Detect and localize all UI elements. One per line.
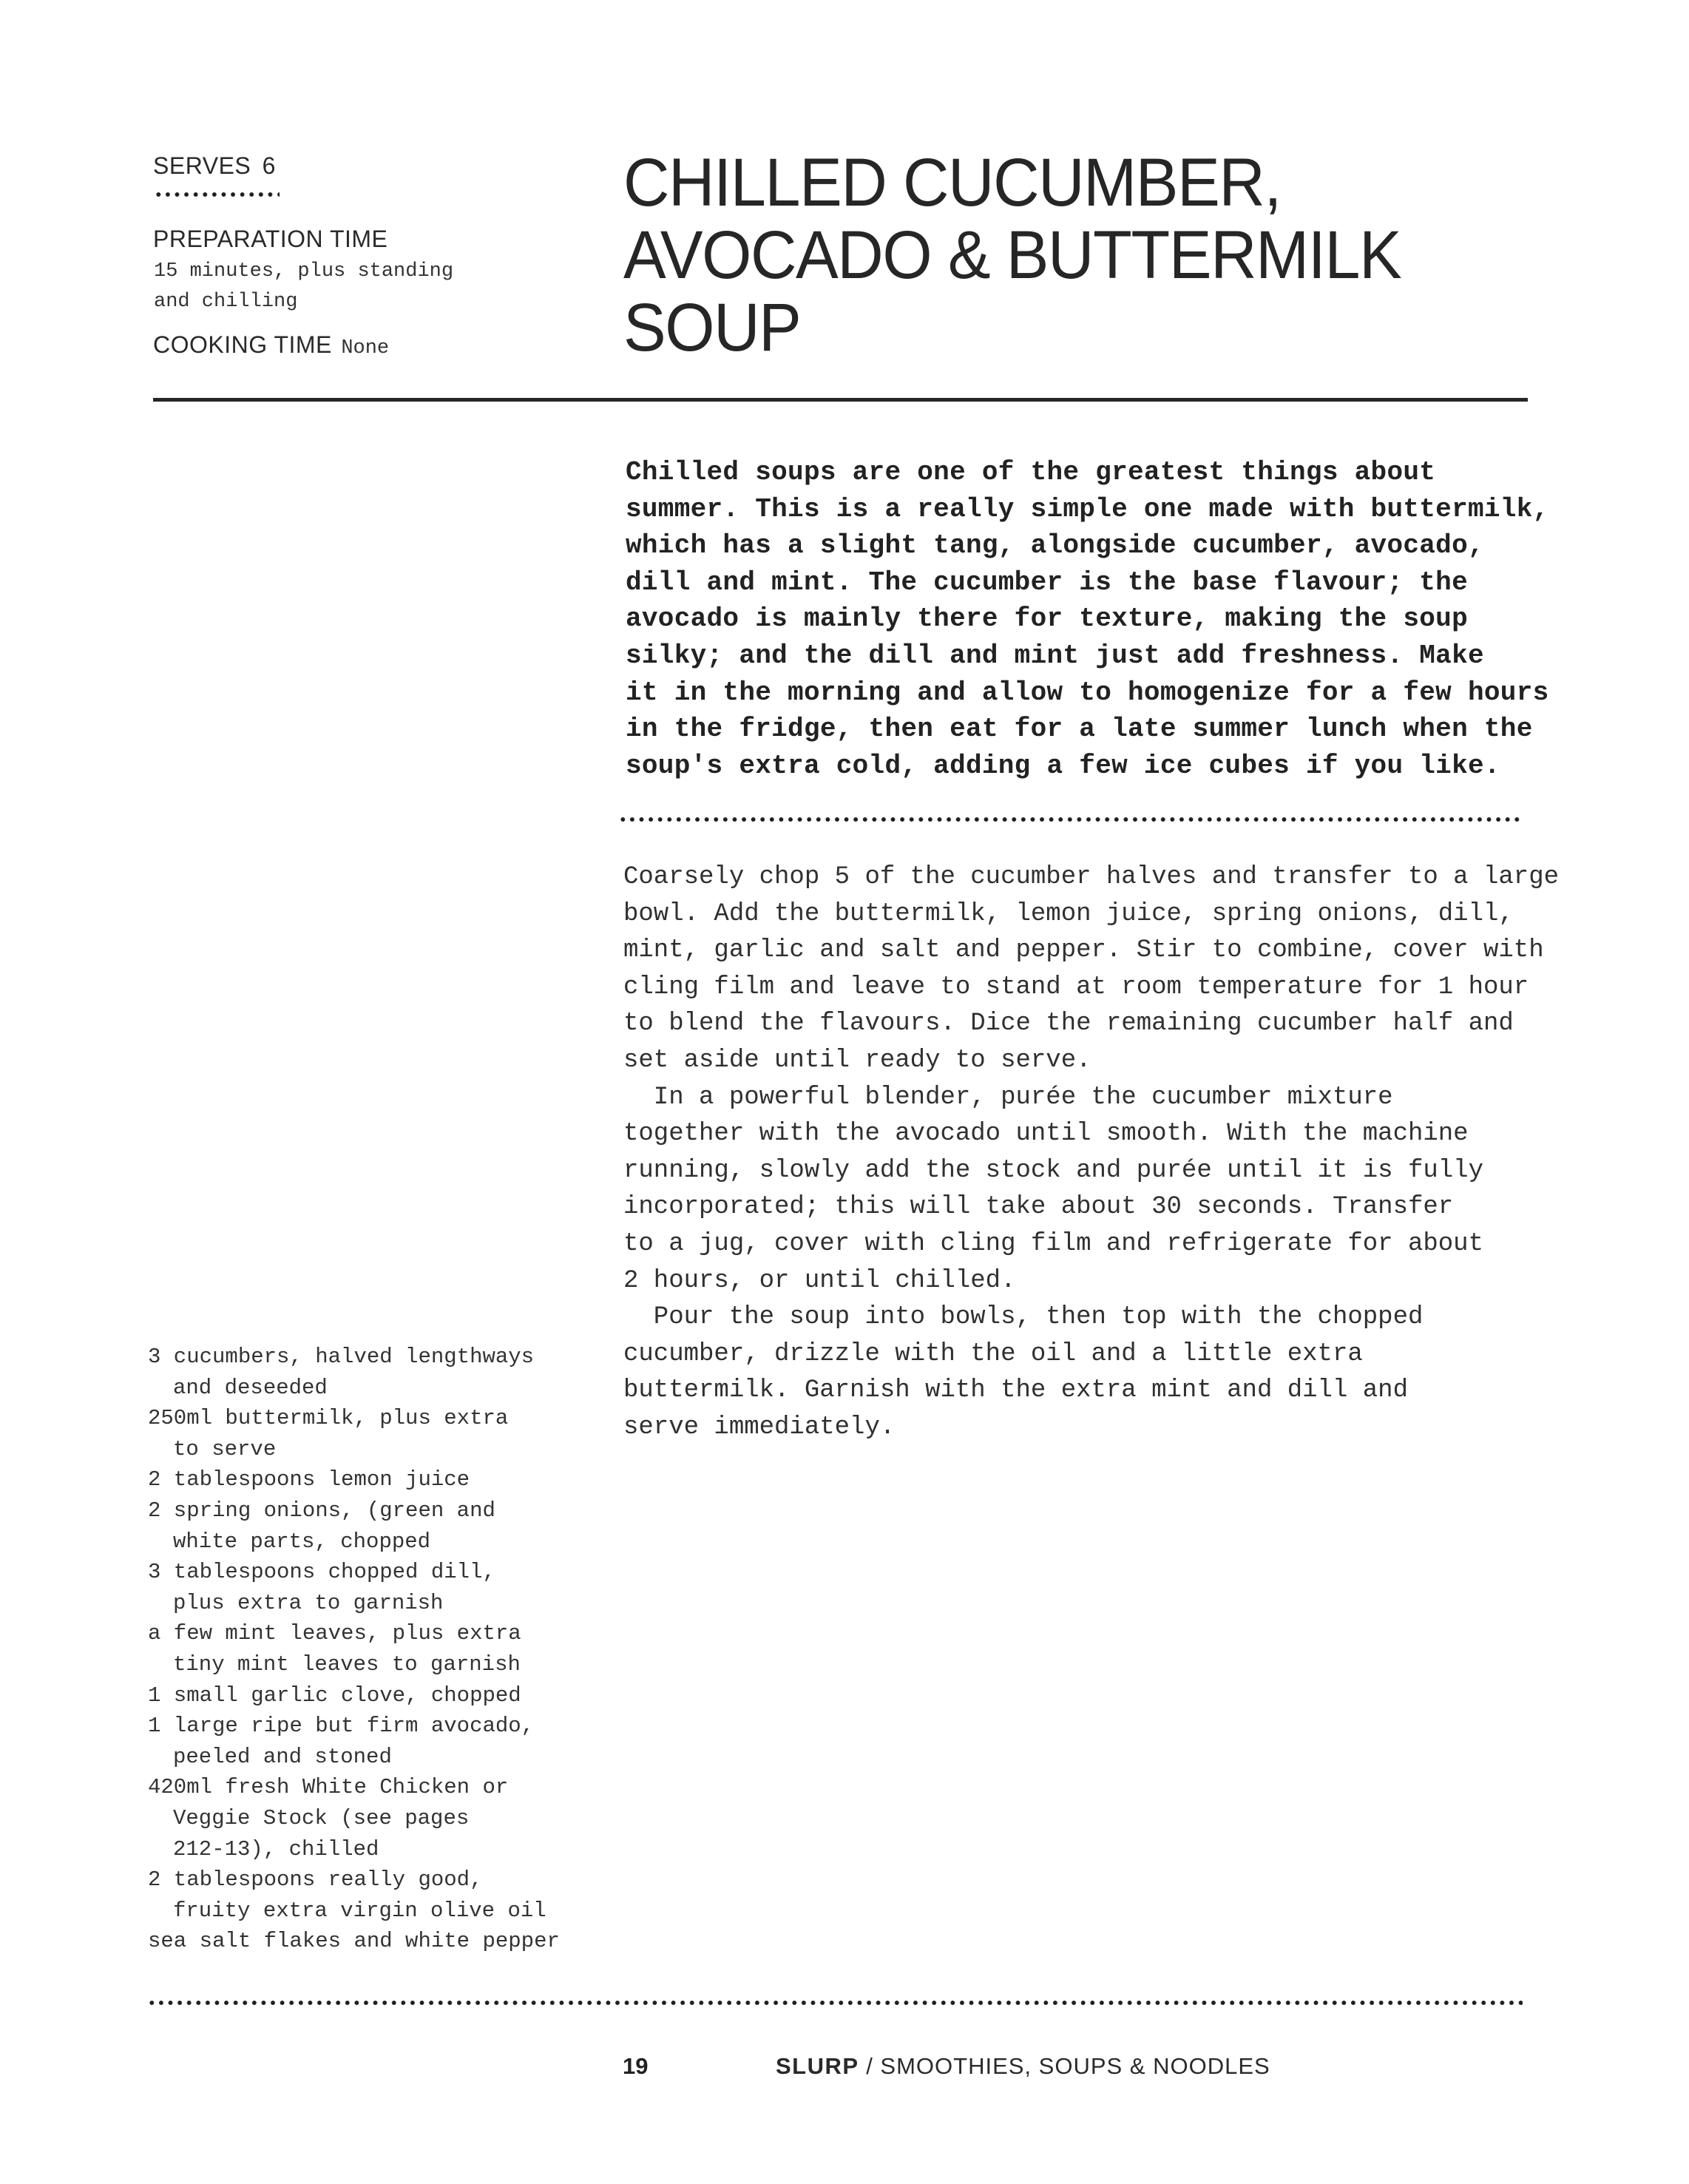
title-line: AVOCADO & BUTTERMILK	[623, 217, 1401, 293]
ingredient-line: 3 tablespoons chopped dill,	[148, 1560, 495, 1585]
cooking-time-value: None	[341, 337, 390, 359]
page-number: 19	[623, 2053, 649, 2079]
intro-line: soup's extra cold, adding a few ice cubes if you like.	[626, 750, 1500, 781]
ingredient-line: 212-13), chilled	[173, 1836, 379, 1862]
ingredient-line: 1 small garlic clove, chopped	[148, 1683, 521, 1708]
method-line: 2 hours, or until chilled.	[623, 1266, 1016, 1295]
serves-label: SERVES	[153, 152, 251, 179]
running-footer	[776, 2053, 1270, 2080]
method-line: buttermilk. Garnish with the extra mint and dill and	[623, 1376, 1408, 1405]
method-line: set aside until ready to serve.	[623, 1046, 1091, 1075]
intro-line: in the fridge, then eat for a late summer lunch when the	[626, 714, 1533, 745]
method-text	[623, 859, 1560, 1447]
serves-dotted-divider	[154, 192, 280, 197]
intro-line: dill and mint. The cucumber is the base flavour; the	[626, 567, 1468, 598]
ingredients-list	[148, 1342, 560, 1957]
header-rule	[153, 398, 1528, 402]
ingredient-line: 2 tablespoons lemon juice	[148, 1467, 470, 1492]
ingredient-line: plus extra to garnish	[173, 1590, 444, 1615]
ingredient-line: fruity extra virgin olive oil	[173, 1898, 546, 1923]
ingredient-line: sea salt flakes and white pepper	[148, 1929, 560, 1954]
prep-time-label: PREPARATION TIME	[153, 226, 388, 252]
intro-line: which has a slight tang, alongside cucumber, avocado,	[626, 530, 1484, 561]
intro-line: avocado is mainly there for texture, making the soup	[626, 604, 1468, 635]
intro-paragraph	[626, 454, 1557, 784]
footer-dotted-divider	[147, 2000, 1523, 2006]
method-line: serve immediately.	[623, 1413, 896, 1441]
method-line: to blend the flavours. Dice the remaining cucumber half and	[623, 1010, 1514, 1038]
method-line: Pour the soup into bowls, then top with the chopped	[623, 1303, 1424, 1332]
ingredient-line: a few mint leaves, plus extra	[148, 1621, 521, 1646]
method-line: running, slowly add the stock and purée until it is fully	[623, 1156, 1483, 1185]
ingredient-line: to serve	[173, 1436, 277, 1461]
cooking-time-label: COOKING TIME	[153, 331, 332, 358]
serves-value: 6	[262, 152, 276, 179]
method-line: In a powerful blender, purée the cucumber mixture	[623, 1083, 1393, 1112]
ingredient-line: 2 spring onions, (green and	[148, 1498, 495, 1523]
intro-line: it in the morning and allow to homogenize for a few hours	[626, 677, 1549, 708]
ingredient-line: Veggie Stock (see pages	[173, 1805, 470, 1830]
intro-line: Chilled soups are one of the greatest things about	[626, 457, 1436, 487]
ingredient-line: tiny mint leaves to garnish	[173, 1651, 521, 1677]
footer-separator: /	[859, 2053, 881, 2079]
prep-time-line: and chilling	[154, 291, 298, 313]
intro-line: silky; and the dill and mint just add freshness. Make	[626, 640, 1484, 671]
section-title: SMOOTHIES, SOUPS & NOODLES	[880, 2053, 1270, 2079]
intro-dotted-divider	[618, 817, 1524, 822]
ingredient-line: peeled and stoned	[173, 1744, 392, 1769]
prep-time-line: 15 minutes, plus standing	[154, 260, 454, 283]
ingredient-line: 2 tablespoons really good,	[148, 1867, 483, 1893]
recipe-title	[623, 146, 1401, 364]
serves-heading	[153, 152, 276, 180]
ingredient-line: 250ml buttermilk, plus extra	[148, 1406, 509, 1431]
book-title: SLURP	[776, 2053, 859, 2079]
method-line: Coarsely chop 5 of the cucumber halves and transfer to a large	[623, 863, 1560, 891]
method-line: bowl. Add the buttermilk, lemon juice, spring onions, dill,	[623, 899, 1514, 928]
method-line: cling film and leave to stand at room temperature for 1 hour	[623, 973, 1529, 1001]
ingredient-line: 1 large ripe but firm avocado,	[148, 1714, 535, 1739]
ingredient-line: white parts, chopped	[173, 1529, 431, 1554]
title-line: SOUP	[623, 290, 801, 365]
method-line: to a jug, cover with cling film and refrigerate for about	[623, 1229, 1483, 1258]
ingredient-line: 420ml fresh White Chicken or	[148, 1775, 509, 1800]
title-line: CHILLED CUCUMBER,	[623, 145, 1282, 220]
cooking-time-row	[153, 331, 389, 364]
method-line: incorporated; this will take about 30 seconds. Transfer	[623, 1193, 1454, 1222]
method-line: mint, garlic and salt and pepper. Stir to combine, cover with	[623, 936, 1544, 965]
method-line: together with the avocado until smooth. With the machine	[623, 1120, 1469, 1149]
intro-line: summer. This is a really simple one made with buttermilk,	[626, 493, 1549, 524]
ingredient-line: and deseeded	[173, 1375, 328, 1400]
ingredient-line: 3 cucumbers, halved lengthways	[148, 1345, 535, 1369]
method-line: cucumber, drizzle with the oil and a little extra	[623, 1339, 1363, 1368]
prep-time-value	[154, 257, 453, 317]
